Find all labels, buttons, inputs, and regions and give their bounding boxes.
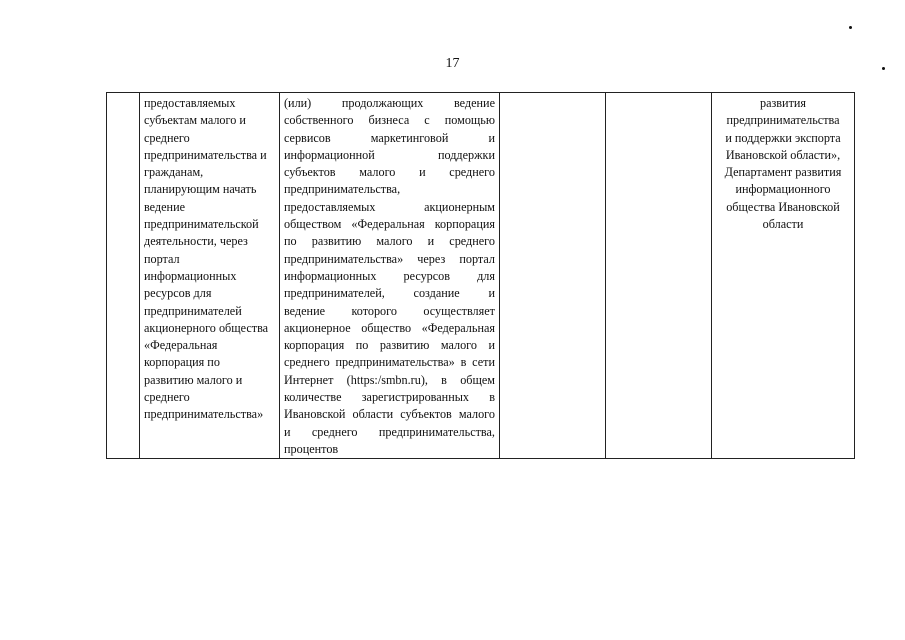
detail-word: с <box>424 113 430 128</box>
description-line: акционерного общества <box>144 320 269 335</box>
cell-indicator-detail <box>280 93 500 459</box>
detail-word: помощью <box>444 113 495 128</box>
detail-word: субъектов <box>284 165 336 180</box>
detail-word: общем <box>460 372 495 387</box>
table-row <box>107 93 855 459</box>
detail-line <box>284 303 495 320</box>
detail-word: портал <box>459 251 495 266</box>
detail-line <box>284 147 495 164</box>
detail-line <box>284 268 495 285</box>
detail-word: в <box>441 372 447 387</box>
description-line: «Федеральная <box>144 338 218 353</box>
detail-word: по <box>284 234 297 249</box>
detail-word: и <box>284 424 291 439</box>
detail-line <box>284 389 495 406</box>
detail-word: акционерным <box>424 199 495 214</box>
detail-line <box>284 164 495 181</box>
detail-word: среднего <box>449 165 495 180</box>
detail-word: собственного <box>284 113 354 128</box>
detail-line <box>284 181 495 198</box>
detail-word: информационных <box>284 268 377 283</box>
detail-line <box>284 372 495 389</box>
detail-line <box>284 130 495 147</box>
detail-word: Ивановской <box>284 407 346 422</box>
detail-word: развитию <box>311 234 362 249</box>
detail-word: и <box>488 286 495 301</box>
detail-word: и <box>427 234 435 249</box>
indicator-description-text <box>144 95 275 424</box>
detail-word: среднего <box>284 355 330 370</box>
responsible-line: Ивановской области», <box>725 147 841 162</box>
detail-line <box>284 112 495 129</box>
description-line: ведение <box>144 199 185 214</box>
detail-line <box>284 233 495 250</box>
detail-word: сервисов <box>284 130 331 145</box>
detail-line <box>284 337 495 354</box>
detail-word: малого <box>376 234 413 249</box>
detail-word: «Федеральная <box>351 217 425 232</box>
responsible-line: и поддержки экспорта <box>725 130 841 145</box>
detail-word: предпринимательства» <box>284 251 404 266</box>
detail-line <box>284 424 495 441</box>
detail-line <box>284 441 495 458</box>
detail-word: акционерное <box>284 320 351 335</box>
description-line: информационных <box>144 268 237 283</box>
detail-word: предпринимателей, <box>284 286 385 301</box>
detail-word: и <box>419 165 426 180</box>
detail-word: создание <box>413 286 460 301</box>
detail-word: общество <box>361 320 412 335</box>
responsible-line: области <box>762 217 804 232</box>
responsible-line: развития <box>759 96 807 110</box>
detail-word: которого <box>351 303 397 318</box>
detail-line <box>284 354 495 371</box>
detail-word: малого <box>458 407 495 422</box>
description-line: предоставляемых <box>144 96 236 110</box>
description-line: портал <box>144 251 180 266</box>
detail-word: маркетинговой <box>370 130 449 145</box>
detail-word: обществом <box>284 217 342 232</box>
detail-word: ведение <box>284 303 325 318</box>
description-line: среднего <box>144 390 190 405</box>
detail-line <box>284 285 495 302</box>
detail-word: корпорация <box>284 338 345 353</box>
description-line: гражданам, <box>144 165 204 180</box>
scan-speck <box>849 26 852 29</box>
detail-word: по <box>355 338 369 353</box>
detail-word: сети <box>472 355 495 370</box>
indicator-table <box>106 92 855 459</box>
responsible-text <box>716 95 850 233</box>
responsible-line: предпринимательства <box>726 113 840 128</box>
detail-word: среднего <box>311 424 358 439</box>
detail-word: развитию <box>379 338 430 353</box>
detail-word: через <box>417 251 446 266</box>
detail-word: среднего <box>449 234 495 249</box>
detail-word: предоставляемых <box>284 199 376 214</box>
detail-word: и <box>488 130 495 145</box>
detail-line <box>284 95 495 112</box>
scan-speck <box>882 67 885 70</box>
detail-word: Интернет <box>284 372 334 387</box>
description-line: предпринимателей <box>144 303 242 318</box>
description-line: деятельности, через <box>144 234 248 249</box>
description-line: предпринимательства» <box>144 407 264 422</box>
description-line: среднего <box>144 130 190 145</box>
detail-word: (https:/smbn.ru), <box>346 372 428 387</box>
detail-line <box>284 251 495 268</box>
detail-word: продолжающих <box>341 96 424 110</box>
description-line: планирующим начать <box>144 182 257 197</box>
description-line: предпринимательства и <box>144 147 267 162</box>
detail-word: малого <box>359 165 396 180</box>
detail-word: предпринимательства, <box>284 182 401 197</box>
detail-word: (или) <box>284 96 312 110</box>
description-line: субъектам малого и <box>144 113 246 128</box>
detail-word: предпринимательства, <box>378 424 495 439</box>
detail-word: в <box>460 355 467 370</box>
cell-number <box>107 93 140 459</box>
detail-word: предпринимательства» <box>335 355 455 370</box>
detail-word: «Федеральная <box>421 320 495 335</box>
description-line: развитию малого и <box>144 372 243 387</box>
responsible-line: Департамент развития <box>724 165 842 180</box>
detail-word: информационной <box>284 147 375 162</box>
description-line: предпринимательской <box>144 217 259 232</box>
detail-word: бизнеса <box>368 113 410 128</box>
detail-word: поддержки <box>437 147 495 162</box>
detail-word: процентов <box>284 441 339 456</box>
cell-responsible <box>712 93 855 459</box>
detail-word: осуществляет <box>423 303 495 318</box>
description-line: корпорация по <box>144 355 220 370</box>
description-line: ресурсов для <box>144 286 212 301</box>
detail-line <box>284 406 495 423</box>
detail-word: области <box>352 407 394 422</box>
detail-word: в <box>489 390 495 405</box>
cell-empty-2 <box>606 93 712 459</box>
detail-word: количестве <box>284 390 342 405</box>
indicator-detail-text <box>284 95 495 458</box>
detail-line <box>284 320 495 337</box>
detail-line <box>284 199 495 216</box>
detail-line <box>284 216 495 233</box>
cell-empty-1 <box>500 93 606 459</box>
detail-word: зарегистрированных <box>361 390 469 405</box>
cell-indicator-description <box>140 93 280 459</box>
page-number: 17 <box>445 56 460 71</box>
detail-word: ведение <box>453 96 495 110</box>
responsible-line: информационного <box>735 182 831 197</box>
detail-word: корпорация <box>434 217 495 232</box>
detail-word: ресурсов <box>403 268 451 283</box>
detail-word: субъектов <box>400 407 452 422</box>
detail-word: для <box>477 268 495 283</box>
responsible-line: общества Ивановской <box>726 199 840 214</box>
detail-word: и <box>488 338 495 353</box>
detail-word: малого <box>440 338 477 353</box>
